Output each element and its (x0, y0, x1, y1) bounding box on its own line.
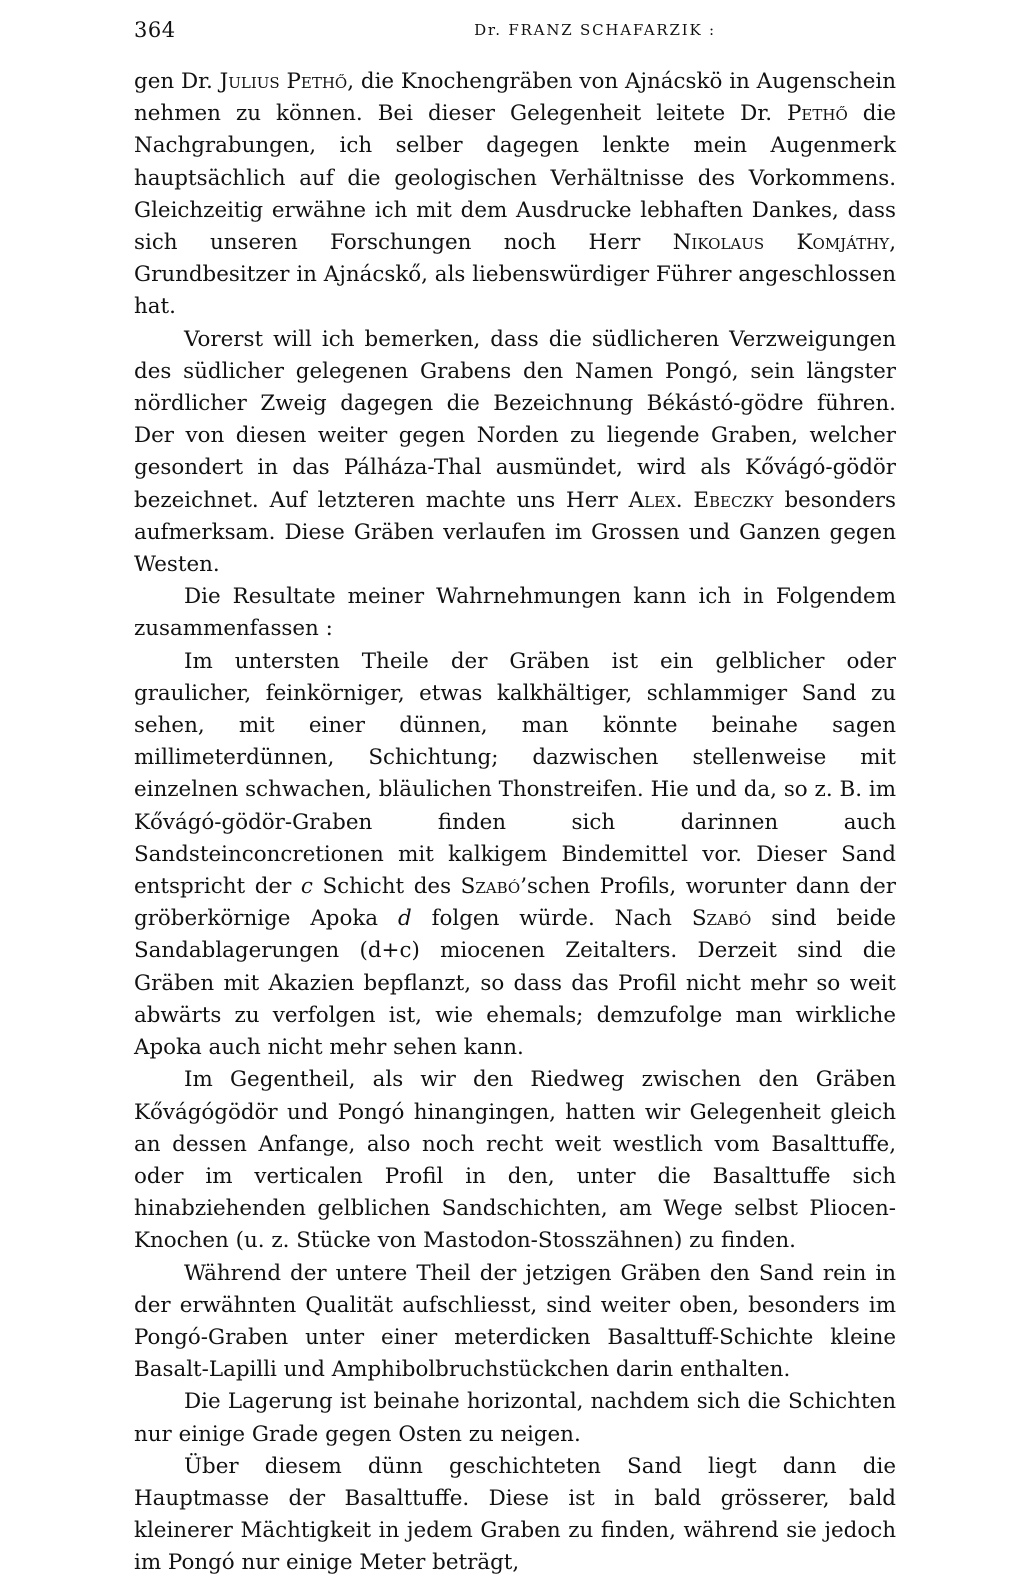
text-run: Im untersten Theile der Gräben ist ein gelblicher oder graulicher, feinkörniger, etwas kalkhältiger, schlammiger Sand zu sehen, mit einer dünnen, man könnte beinahe sagen millimeterdünnen, Schichtung; dazwischen stellenweise mit einzelnen schwachen, bläulichen Thonstreifen. Hie und da, so z. B. im Kővágó-gödör-Graben finden sich darinnen auch Sandsteinconcretionen mit kalkigem Bindemittel vor. Dieser Sand entspricht der (134, 648, 896, 900)
text-run: Im Gegentheil, als wir den Riedweg zwischen den Gräben Kővágógödör und Pongó hinangingen, hatten wir Gelegenheit gleich an dessen Anfange, also noch recht weit westlich vom Basalttuffe, oder im verticalen Profil in den, unter die Basalttuffe sich hinabziehenden gelblichen Sandschichten, am Wege selbst Pliocen-Knochen (u. z. Stücke von Mastodon-Stosszähnen) zu finden. (134, 1067, 896, 1254)
text-run: Die Lagerung ist beinahe horizontal, nachdem sich die Schichten nur einige Grade gegen Osten zu neigen. (134, 1389, 896, 1447)
text-run: sind beide Sandablagerungen (d+c) miocenen Zeitalters. Derzeit sind die Gräben mit Akazien bepflanzt, so dass das Profil nicht mehr so weit abwärts zu verfolgen ist, wie ehemals; demzufolge man wirkliche Apoka auch nicht mehr sehen kann. (134, 906, 896, 1061)
text-run: folgen würde. Nach (411, 906, 692, 932)
person-name: Alex. Ebeczky (628, 487, 774, 513)
paragraph (134, 646, 896, 1065)
body-text (134, 66, 896, 1580)
paragraph (134, 1258, 896, 1387)
text-run: gen Dr. (134, 69, 220, 94)
italic-letter: c (300, 874, 313, 900)
person-name: Szabó (460, 874, 521, 900)
page-header (134, 18, 896, 44)
text-run: Schicht des (312, 874, 461, 900)
paragraph (134, 1451, 896, 1580)
paragraph (134, 1064, 896, 1257)
text-run: Vorerst will ich bemerken, dass die südlicheren Verzweigungen des südlicher gelegenen Grabens den Namen Pongó, sein längster nördlicher Zweig dagegen die Bezeichnung Békástó-gödre führen. Der von diesen weiter gegen Norden zu liegende Graben, welcher gesondert in das Pálháza-Thal ausmündet, wird als Kővágó-gödör bezeichnet. Auf letzteren machte uns Herr (134, 326, 896, 513)
person-name: Szabó (691, 906, 752, 932)
text-run: Über diesem dünn geschichteten Sand liegt dann die Hauptmasse der Basalttuffe. Diese ist in bald grösserer, bald kleinerer Mächtigkeit in jedem Graben zu finden, während sie jedoch im Pongó nur einige Meter beträgt, (134, 1453, 896, 1576)
paragraph (134, 581, 896, 645)
text-run: , die Knochengräben von Ajnácskö in Augenschein nehmen zu können. Bei dieser Gelegenheit leitete Dr. (134, 69, 897, 127)
paragraph (134, 66, 896, 324)
paragraph (134, 324, 896, 582)
text-run: ’schen Profils, worunter dann der gröberkörnige Apoka (134, 874, 896, 932)
text-run: die Nachgrabungen, ich selber dagegen lenkte mein Augenmerk hauptsächlich auf die geologischen Verhältnisse des Vorkommens. Gleichzeitig erwähne ich mit dem Ausdrucke lebhaften Dankes, dass sich unseren Forschungen noch Herr (134, 101, 896, 256)
text-run: Während der untere Theil der jetzigen Gräben den Sand rein in der erwähnten Qualität aufschliesst, sind weiter oben, besonders im Pongó-Graben unter einer meterdicken Basalttuff-Schichte kleine Basalt-Lapilli und Amphibolbruchstückchen darin enthalten. (134, 1260, 896, 1383)
text-run: , Grundbesitzer in Ajnácskő, als liebenswürdiger Führer angeschlossen hat. (134, 230, 896, 320)
italic-letter: d (397, 906, 412, 932)
paragraph (134, 1386, 896, 1450)
person-name: Pethő (787, 101, 848, 127)
text-run: Die Resultate meiner Wahrnehmungen kann ich in Folgendem zusammenfassen : (134, 584, 896, 642)
page-number: 364 (134, 18, 176, 42)
text-run: besonders aufmerksam. Diese Gräben verlaufen im Grossen und Ganzen gegen Westen. (134, 487, 896, 578)
person-name: Nikolaus Komjáthy (672, 230, 890, 256)
person-name: Julius Pethő (219, 69, 348, 94)
running-head: Dr. FRANZ SCHAFARZIK : (474, 21, 716, 39)
